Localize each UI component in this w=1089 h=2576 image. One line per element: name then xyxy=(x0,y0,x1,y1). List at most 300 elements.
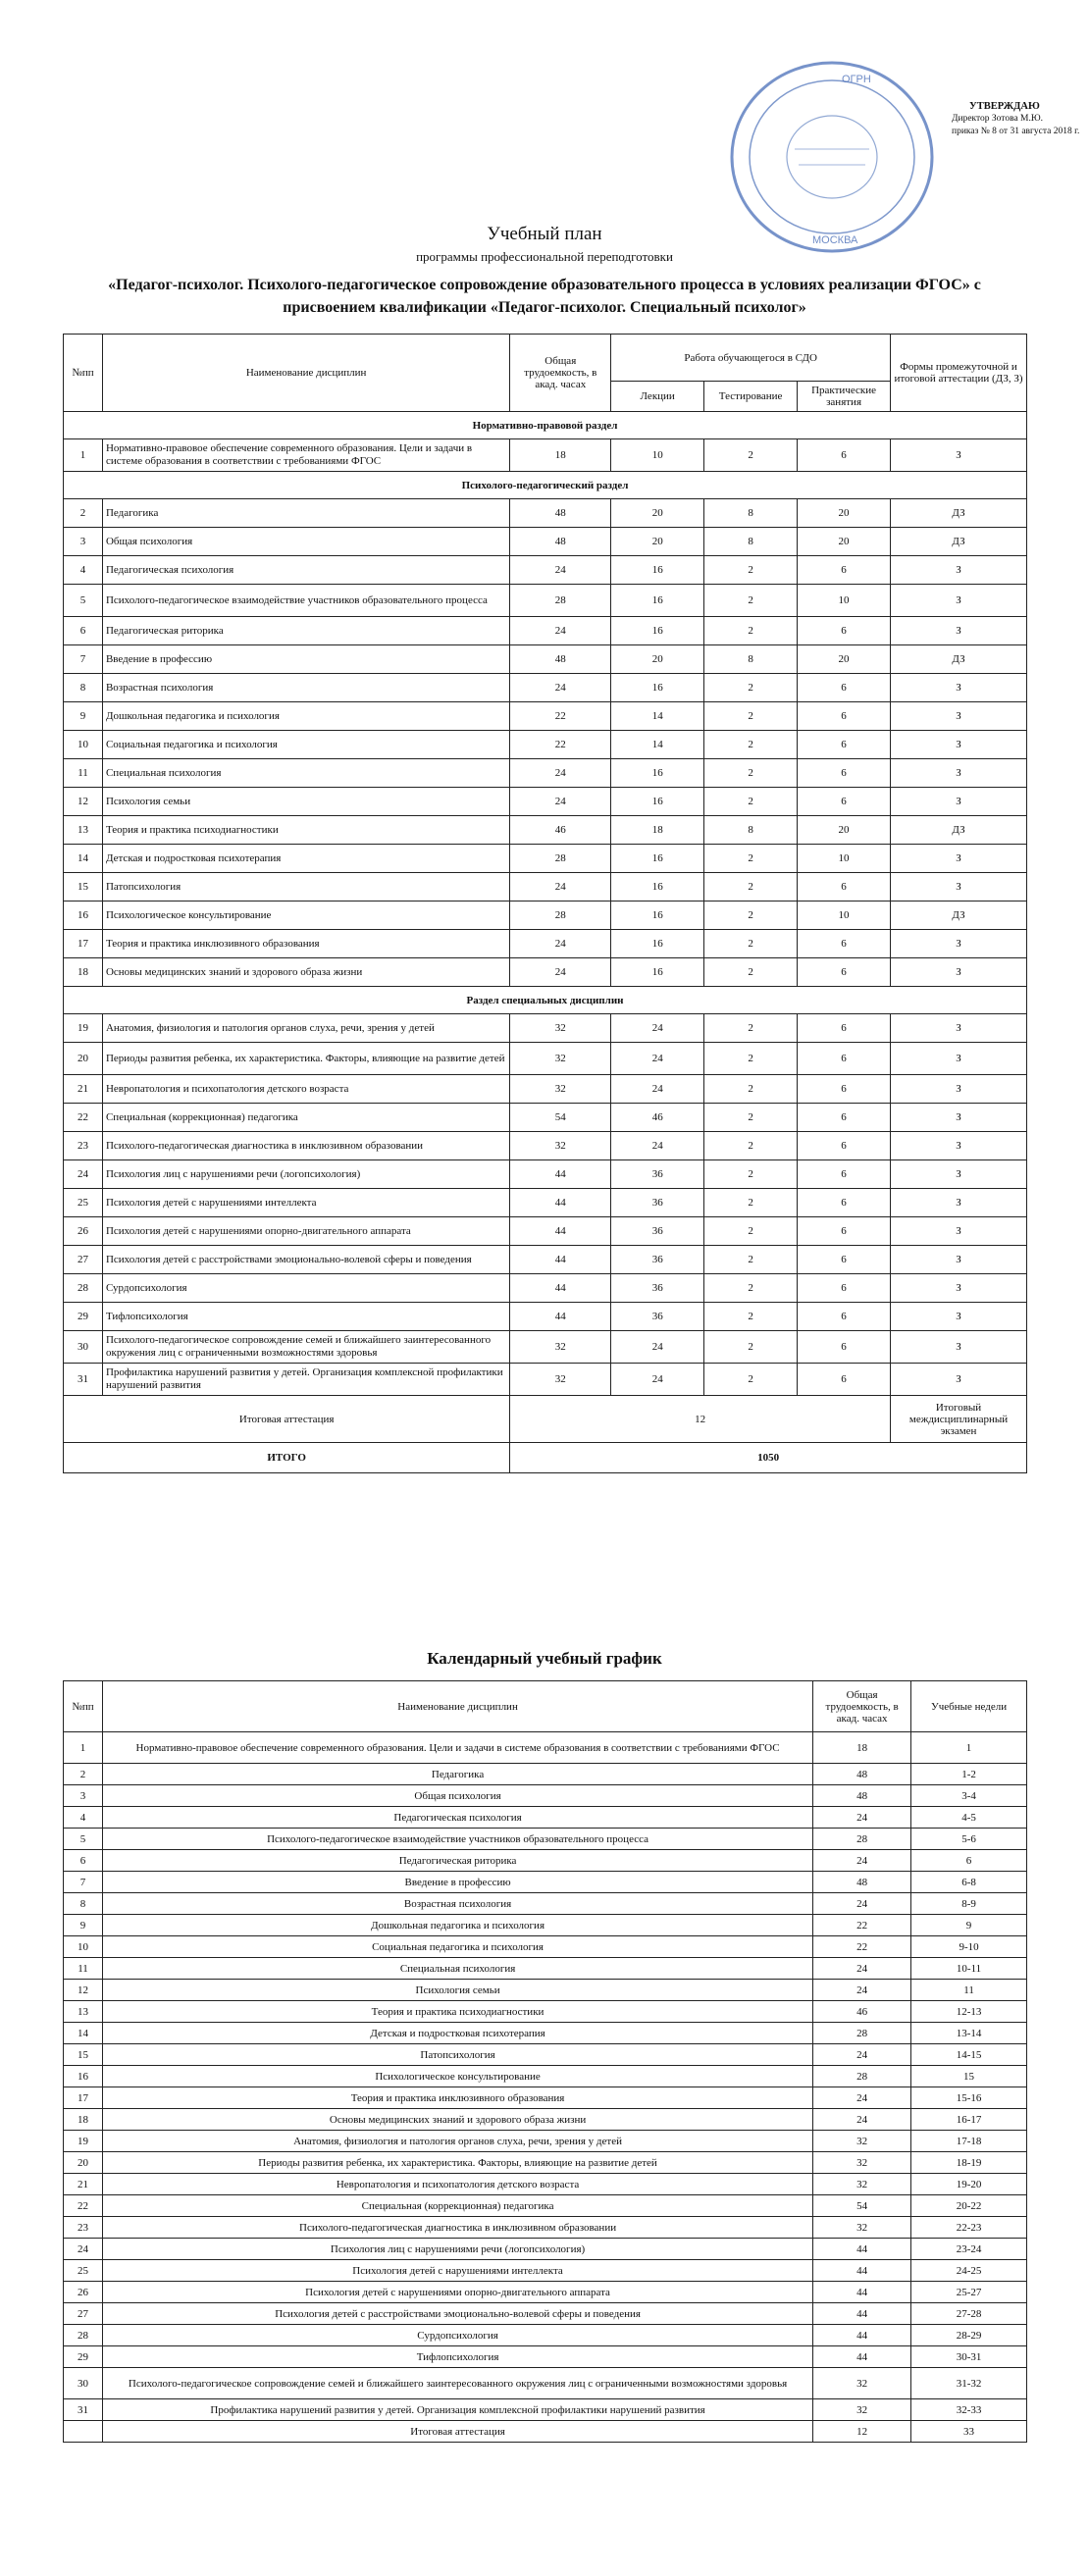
row-hours: 48 xyxy=(510,528,611,556)
table-row xyxy=(64,2066,1027,2087)
total-hours: 1050 xyxy=(510,1443,1027,1473)
table-row xyxy=(64,1274,1027,1303)
cal-row-name: Теория и практика психодиагностики xyxy=(102,2001,812,2023)
row-hours: 24 xyxy=(510,958,611,987)
row-hours: 44 xyxy=(510,1246,611,1274)
final-hours: 12 xyxy=(510,1396,891,1443)
table-row xyxy=(64,1246,1027,1274)
row-lectures: 36 xyxy=(611,1217,704,1246)
row-lectures: 16 xyxy=(611,617,704,645)
cal-row-num: 23 xyxy=(64,2217,103,2239)
cal-row-num: 16 xyxy=(64,2066,103,2087)
row-hours: 24 xyxy=(510,873,611,902)
cal-row-weeks: 10-11 xyxy=(911,1958,1027,1980)
cal-row-name: Психолого-педагогическое сопровождение семей и ближайшего заинтересованного окружения лиц с ограниченными возможностями здоровья xyxy=(102,2368,812,2399)
row-lectures: 24 xyxy=(611,1075,704,1104)
curriculum-table xyxy=(63,334,1027,1473)
row-form: ДЗ xyxy=(891,499,1027,528)
row-form: З xyxy=(891,930,1027,958)
table-row xyxy=(64,873,1027,902)
row-lectures: 36 xyxy=(611,1189,704,1217)
row-form: З xyxy=(891,674,1027,702)
row-form: З xyxy=(891,1274,1027,1303)
row-num: 8 xyxy=(64,674,103,702)
row-lectures: 16 xyxy=(611,788,704,816)
row-form: З xyxy=(891,1331,1027,1364)
table-row xyxy=(64,902,1027,930)
row-name: Дошкольная педагогика и психология xyxy=(102,702,509,731)
cal-row-hours: 24 xyxy=(813,1850,911,1872)
cal-row-weeks: 3-4 xyxy=(911,1785,1027,1807)
cal-row-name: Педагогическая риторика xyxy=(102,1850,812,1872)
cal-row-hours: 24 xyxy=(813,2109,911,2131)
row-practice: 6 xyxy=(798,1217,891,1246)
final-row xyxy=(64,1396,1027,1443)
cal-row-hours: 44 xyxy=(813,2282,911,2303)
cal-row-name: Теория и практика инклюзивного образования xyxy=(102,2087,812,2109)
row-form: З xyxy=(891,1160,1027,1189)
table-row xyxy=(64,2303,1027,2325)
row-num: 25 xyxy=(64,1189,103,1217)
row-testing: 2 xyxy=(704,1104,798,1132)
row-lectures: 16 xyxy=(611,759,704,788)
cal-row-hours: 22 xyxy=(813,1915,911,1936)
cal-row-name: Введение в профессию xyxy=(102,1872,812,1893)
cal-row-name: Психология лиц с нарушениями речи (логопсихология) xyxy=(102,2239,812,2260)
approval-director: Директор Зотова М.Ю. xyxy=(952,114,1043,124)
row-hours: 48 xyxy=(510,645,611,674)
final-form: Итоговый междисциплинарный экзамен xyxy=(891,1396,1027,1443)
row-practice: 6 xyxy=(798,1132,891,1160)
row-testing: 8 xyxy=(704,645,798,674)
table-row xyxy=(64,2131,1027,2152)
cal-row-hours: 32 xyxy=(813,2217,911,2239)
row-name: Периоды развития ребенка, их характеристика. Факторы, влияющие на развитие детей xyxy=(102,1043,509,1075)
total-row xyxy=(64,1443,1027,1473)
program-name xyxy=(0,274,1089,319)
cal-row-name: Педагогика xyxy=(102,1764,812,1785)
cal-row-weeks: 17-18 xyxy=(911,2131,1027,2152)
row-hours: 32 xyxy=(510,1331,611,1364)
row-form: З xyxy=(891,788,1027,816)
table-row xyxy=(64,1217,1027,1246)
cal-final-label: Итоговая аттестация xyxy=(102,2421,812,2443)
row-form: З xyxy=(891,1303,1027,1331)
table-row xyxy=(64,1764,1027,1785)
row-testing: 2 xyxy=(704,1246,798,1274)
table-row xyxy=(64,1303,1027,1331)
row-lectures: 10 xyxy=(611,439,704,472)
cal-row-name: Психологическое консультирование xyxy=(102,2066,812,2087)
row-num: 23 xyxy=(64,1132,103,1160)
cal-final-num xyxy=(64,2421,103,2443)
table-row xyxy=(64,1893,1027,1915)
cal-row-num: 19 xyxy=(64,2131,103,2152)
row-lectures: 36 xyxy=(611,1303,704,1331)
row-practice: 6 xyxy=(798,731,891,759)
approval-order: приказ № 8 от 31 августа 2018 г. xyxy=(952,127,1080,136)
row-hours: 22 xyxy=(510,702,611,731)
row-practice: 10 xyxy=(798,585,891,617)
row-num: 5 xyxy=(64,585,103,617)
cal-row-name: Сурдопсихология xyxy=(102,2325,812,2346)
row-num: 1 xyxy=(64,439,103,472)
row-num: 28 xyxy=(64,1274,103,1303)
col-hours: Общая трудоемкость, в акад. часах xyxy=(510,335,611,412)
row-hours: 22 xyxy=(510,731,611,759)
cal-row-hours: 46 xyxy=(813,2001,911,2023)
cal-row-num: 12 xyxy=(64,1980,103,2001)
row-lectures: 24 xyxy=(611,1043,704,1075)
row-num: 11 xyxy=(64,759,103,788)
row-lectures: 16 xyxy=(611,930,704,958)
row-lectures: 16 xyxy=(611,958,704,987)
row-num: 3 xyxy=(64,528,103,556)
cal-row-name: Общая психология xyxy=(102,1785,812,1807)
cal-row-hours: 48 xyxy=(813,1785,911,1807)
row-hours: 32 xyxy=(510,1132,611,1160)
table-row xyxy=(64,2044,1027,2066)
row-name: Введение в профессию xyxy=(102,645,509,674)
row-testing: 2 xyxy=(704,1043,798,1075)
row-testing: 2 xyxy=(704,1303,798,1331)
row-hours: 48 xyxy=(510,499,611,528)
cal-col-weeks: Учебные недели xyxy=(911,1681,1027,1732)
col-num: №пп xyxy=(64,335,103,412)
cal-row-num: 13 xyxy=(64,2001,103,2023)
cal-row-num: 7 xyxy=(64,1872,103,1893)
cal-row-hours: 32 xyxy=(813,2152,911,2174)
total-label: ИТОГО xyxy=(64,1443,510,1473)
table-row xyxy=(64,1872,1027,1893)
row-name: Психология детей с нарушениями интеллекта xyxy=(102,1189,509,1217)
table-row xyxy=(64,645,1027,674)
table-row xyxy=(64,439,1027,472)
cal-row-weeks: 19-20 xyxy=(911,2174,1027,2195)
cal-row-weeks: 25-27 xyxy=(911,2282,1027,2303)
table-row xyxy=(64,1104,1027,1132)
cal-row-num: 30 xyxy=(64,2368,103,2399)
row-lectures: 14 xyxy=(611,731,704,759)
row-name: Специальная (коррекционная) педагогика xyxy=(102,1104,509,1132)
cal-row-weeks: 20-22 xyxy=(911,2195,1027,2217)
cal-row-hours: 32 xyxy=(813,2368,911,2399)
row-num: 13 xyxy=(64,816,103,845)
cal-row-num: 10 xyxy=(64,1936,103,1958)
table-row xyxy=(64,1160,1027,1189)
cal-row-hours: 44 xyxy=(813,2303,911,2325)
row-num: 29 xyxy=(64,1303,103,1331)
row-form: ДЗ xyxy=(891,645,1027,674)
row-practice: 6 xyxy=(798,1014,891,1043)
row-testing: 2 xyxy=(704,1132,798,1160)
table-row xyxy=(64,2001,1027,2023)
row-name: Психолого-педагогическое сопровождение семей и ближайшего заинтересованного окружения лиц с ограниченными возможностями здоровья xyxy=(102,1331,509,1364)
row-lectures: 36 xyxy=(611,1274,704,1303)
row-lectures: 18 xyxy=(611,816,704,845)
row-practice: 6 xyxy=(798,1043,891,1075)
row-name: Сурдопсихология xyxy=(102,1274,509,1303)
cal-row-hours: 44 xyxy=(813,2239,911,2260)
row-name: Педагогика xyxy=(102,499,509,528)
cal-col-num: №пп xyxy=(64,1681,103,1732)
cal-row-name: Возрастная психология xyxy=(102,1893,812,1915)
table-row xyxy=(64,2346,1027,2368)
row-testing: 2 xyxy=(704,617,798,645)
cal-row-weeks: 1 xyxy=(911,1732,1027,1764)
table-row xyxy=(64,759,1027,788)
cal-row-name: Периоды развития ребенка, их характеристика. Факторы, влияющие на развитие детей xyxy=(102,2152,812,2174)
table-row xyxy=(64,1980,1027,2001)
table-row xyxy=(64,499,1027,528)
row-hours: 44 xyxy=(510,1160,611,1189)
row-name: Психолого-педагогическое взаимодействие участников образовательного процесса xyxy=(102,585,509,617)
row-name: Основы медицинских знаний и здорового образа жизни xyxy=(102,958,509,987)
row-testing: 2 xyxy=(704,759,798,788)
col-work: Работа обучающегося в СДО xyxy=(611,335,891,382)
row-testing: 2 xyxy=(704,439,798,472)
table-row xyxy=(64,2152,1027,2174)
row-testing: 2 xyxy=(704,1189,798,1217)
table-row xyxy=(64,528,1027,556)
row-practice: 20 xyxy=(798,528,891,556)
row-practice: 20 xyxy=(798,816,891,845)
doc-subtitle: программы профессиональной переподготовки xyxy=(416,249,673,264)
row-practice: 6 xyxy=(798,873,891,902)
row-form: З xyxy=(891,1132,1027,1160)
row-num: 14 xyxy=(64,845,103,873)
row-hours: 24 xyxy=(510,674,611,702)
table-row xyxy=(64,585,1027,617)
row-form: З xyxy=(891,1246,1027,1274)
row-hours: 24 xyxy=(510,759,611,788)
row-form: З xyxy=(891,1043,1027,1075)
row-testing: 8 xyxy=(704,528,798,556)
row-num: 17 xyxy=(64,930,103,958)
cal-row-name: Нормативно-правовое обеспечение современного образования. Цели и задачи в системе образования в соответствии с требованиями ФГОС xyxy=(102,1732,812,1764)
col-testing: Тестирование xyxy=(704,382,798,412)
cal-row-hours: 24 xyxy=(813,2044,911,2066)
approval-block xyxy=(952,100,1079,138)
row-name: Детская и подростковая психотерапия xyxy=(102,845,509,873)
row-name: Невропатология и психопатология детского возраста xyxy=(102,1075,509,1104)
cal-final-row xyxy=(64,2421,1027,2443)
row-num: 10 xyxy=(64,731,103,759)
table-row xyxy=(64,1829,1027,1850)
cal-row-name: Психология детей с расстройствами эмоционально-волевой сферы и поведения xyxy=(102,2303,812,2325)
cal-row-weeks: 4-5 xyxy=(911,1807,1027,1829)
table-row xyxy=(64,617,1027,645)
row-lectures: 24 xyxy=(611,1331,704,1364)
table-row xyxy=(64,731,1027,759)
row-num: 2 xyxy=(64,499,103,528)
row-name: Тифлопсихология xyxy=(102,1303,509,1331)
row-hours: 32 xyxy=(510,1014,611,1043)
table-row xyxy=(64,1732,1027,1764)
row-form: З xyxy=(891,958,1027,987)
row-hours: 24 xyxy=(510,930,611,958)
cal-row-weeks: 30-31 xyxy=(911,2346,1027,2368)
cal-row-num: 2 xyxy=(64,1764,103,1785)
row-practice: 6 xyxy=(798,617,891,645)
cal-row-name: Педагогическая психология xyxy=(102,1807,812,1829)
row-hours: 32 xyxy=(510,1075,611,1104)
row-form: ДЗ xyxy=(891,816,1027,845)
row-hours: 44 xyxy=(510,1274,611,1303)
cal-row-name: Тифлопсихология xyxy=(102,2346,812,2368)
cal-col-name: Наименование дисциплин xyxy=(102,1681,812,1732)
cal-row-weeks: 27-28 xyxy=(911,2303,1027,2325)
table-row xyxy=(64,816,1027,845)
row-hours: 24 xyxy=(510,617,611,645)
row-form: З xyxy=(891,759,1027,788)
cal-row-num: 1 xyxy=(64,1732,103,1764)
row-name: Психолого-педагогическая диагностика в инклюзивном образовании xyxy=(102,1132,509,1160)
row-practice: 6 xyxy=(798,1303,891,1331)
cal-final-weeks: 33 xyxy=(911,2421,1027,2443)
row-lectures: 36 xyxy=(611,1246,704,1274)
cal-row-num: 14 xyxy=(64,2023,103,2044)
row-form: З xyxy=(891,617,1027,645)
row-form: З xyxy=(891,1189,1027,1217)
row-name: Социальная педагогика и психология xyxy=(102,731,509,759)
cal-row-weeks: 6-8 xyxy=(911,1872,1027,1893)
row-lectures: 16 xyxy=(611,585,704,617)
table-row xyxy=(64,2282,1027,2303)
row-lectures: 24 xyxy=(611,1132,704,1160)
table-row xyxy=(64,2239,1027,2260)
curriculum-body xyxy=(64,412,1027,1473)
row-name: Профилактика нарушений развития у детей. Организация комплексной профилактики нарушений развития xyxy=(102,1364,509,1396)
cal-row-num: 29 xyxy=(64,2346,103,2368)
row-name: Психология семьи xyxy=(102,788,509,816)
table-row xyxy=(64,1915,1027,1936)
cal-row-weeks: 18-19 xyxy=(911,2152,1027,2174)
row-num: 30 xyxy=(64,1331,103,1364)
cal-row-hours: 28 xyxy=(813,1829,911,1850)
row-num: 27 xyxy=(64,1246,103,1274)
row-form: З xyxy=(891,439,1027,472)
cal-row-weeks: 1-2 xyxy=(911,1764,1027,1785)
cal-row-num: 28 xyxy=(64,2325,103,2346)
row-lectures: 16 xyxy=(611,902,704,930)
table-row xyxy=(64,788,1027,816)
table-row xyxy=(64,845,1027,873)
row-testing: 2 xyxy=(704,556,798,585)
row-lectures: 14 xyxy=(611,702,704,731)
calendar-body xyxy=(64,1732,1027,2443)
table-row xyxy=(64,1331,1027,1364)
cal-row-name: Психолого-педагогическое взаимодействие участников образовательного процесса xyxy=(102,1829,812,1850)
row-hours: 54 xyxy=(510,1104,611,1132)
row-form: З xyxy=(891,731,1027,759)
cal-row-name: Психология детей с нарушениями опорно-двигательного аппарата xyxy=(102,2282,812,2303)
row-hours: 44 xyxy=(510,1189,611,1217)
row-num: 16 xyxy=(64,902,103,930)
row-testing: 2 xyxy=(704,702,798,731)
row-hours: 44 xyxy=(510,1303,611,1331)
cal-row-weeks: 6 xyxy=(911,1850,1027,1872)
cal-row-weeks: 15-16 xyxy=(911,2087,1027,2109)
program-name-text: «Педагог-психолог. Психолого-педагогическое сопровождение образовательного процесса в условиях реализации ФГОС» с присвоением квалификации «Педагог-психолог. Специальный психолог» xyxy=(108,277,981,316)
row-testing: 2 xyxy=(704,1364,798,1396)
cal-row-name: Детская и подростковая психотерапия xyxy=(102,2023,812,2044)
row-lectures: 20 xyxy=(611,499,704,528)
cal-row-weeks: 9 xyxy=(911,1915,1027,1936)
cal-row-name: Дошкольная педагогика и психология xyxy=(102,1915,812,1936)
row-practice: 6 xyxy=(798,1364,891,1396)
row-practice: 20 xyxy=(798,645,891,674)
row-testing: 2 xyxy=(704,930,798,958)
cal-row-weeks: 31-32 xyxy=(911,2368,1027,2399)
row-testing: 2 xyxy=(704,1014,798,1043)
cal-row-num: 5 xyxy=(64,1829,103,1850)
row-lectures: 24 xyxy=(611,1364,704,1396)
cal-final-hours: 12 xyxy=(813,2421,911,2443)
row-form: З xyxy=(891,873,1027,902)
table-row xyxy=(64,1132,1027,1160)
cal-row-name: Патопсихология xyxy=(102,2044,812,2066)
row-lectures: 20 xyxy=(611,528,704,556)
cal-row-num: 18 xyxy=(64,2109,103,2131)
cal-row-name: Анатомия, физиология и патология органов слуха, речи, зрения у детей xyxy=(102,2131,812,2152)
row-hours: 32 xyxy=(510,1364,611,1396)
cal-row-name: Психология семьи xyxy=(102,1980,812,2001)
cal-row-hours: 48 xyxy=(813,1872,911,1893)
row-testing: 2 xyxy=(704,902,798,930)
row-practice: 6 xyxy=(798,1104,891,1132)
table-row xyxy=(64,930,1027,958)
row-hours: 46 xyxy=(510,816,611,845)
cal-col-hours: Общая трудоемкость, в акад. часах xyxy=(813,1681,911,1732)
table-row xyxy=(64,556,1027,585)
row-form: З xyxy=(891,1217,1027,1246)
row-hours: 28 xyxy=(510,585,611,617)
row-practice: 6 xyxy=(798,1246,891,1274)
row-practice: 6 xyxy=(798,1075,891,1104)
cal-row-weeks: 32-33 xyxy=(911,2399,1027,2421)
cal-row-hours: 28 xyxy=(813,2066,911,2087)
table-row xyxy=(64,2368,1027,2399)
row-num: 22 xyxy=(64,1104,103,1132)
cal-row-hours: 24 xyxy=(813,1893,911,1915)
row-testing: 2 xyxy=(704,585,798,617)
row-lectures: 46 xyxy=(611,1104,704,1132)
cal-row-num: 17 xyxy=(64,2087,103,2109)
row-name: Анатомия, физиология и патология органов слуха, речи, зрения у детей xyxy=(102,1014,509,1043)
row-practice: 10 xyxy=(798,845,891,873)
row-form: ДЗ xyxy=(891,528,1027,556)
cal-row-weeks: 8-9 xyxy=(911,1893,1027,1915)
section-row xyxy=(64,987,1027,1014)
row-practice: 10 xyxy=(798,902,891,930)
cal-row-weeks: 24-25 xyxy=(911,2260,1027,2282)
section-title: Психолого-педагогический раздел xyxy=(64,472,1027,499)
cal-row-weeks: 16-17 xyxy=(911,2109,1027,2131)
cal-row-hours: 24 xyxy=(813,1980,911,2001)
row-lectures: 16 xyxy=(611,556,704,585)
row-testing: 2 xyxy=(704,845,798,873)
row-testing: 2 xyxy=(704,958,798,987)
cal-row-num: 20 xyxy=(64,2152,103,2174)
row-num: 19 xyxy=(64,1014,103,1043)
row-form: З xyxy=(891,1364,1027,1396)
cal-row-num: 9 xyxy=(64,1915,103,1936)
row-name: Общая психология xyxy=(102,528,509,556)
cal-row-hours: 54 xyxy=(813,2195,911,2217)
row-name: Теория и практика инклюзивного образования xyxy=(102,930,509,958)
row-form: З xyxy=(891,1104,1027,1132)
